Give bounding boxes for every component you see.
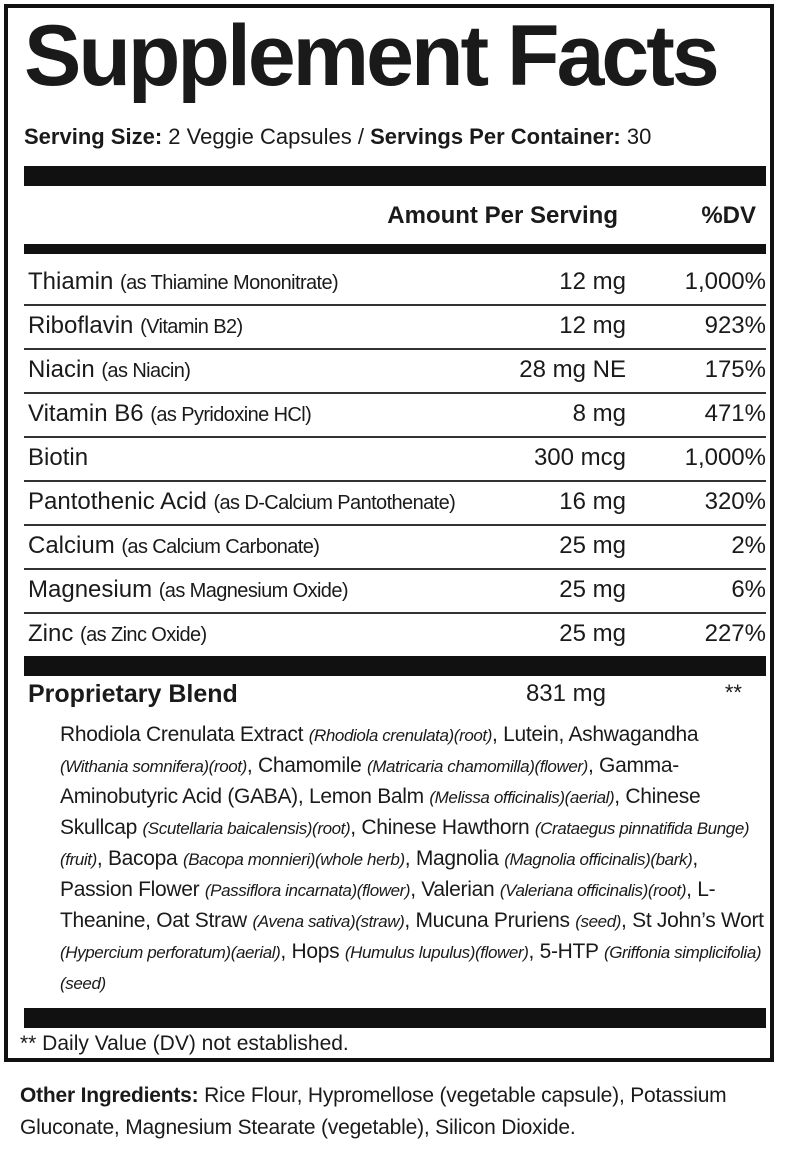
servings-per-container-value: 30 <box>626 124 652 149</box>
blend-ingredient-name: Gamma-Aminobutyric Acid (GABA) <box>60 754 679 808</box>
nutrient-source: (as Magnesium Oxide) <box>158 580 348 602</box>
blend-ingredient-source: (Crataegus pinnatifida Bunge)(fruit) <box>60 819 750 869</box>
nutrient-row <box>24 438 766 482</box>
divider-thick <box>24 1008 766 1028</box>
nutrient-name <box>28 356 190 384</box>
blend-ingredient <box>416 847 693 870</box>
supplement-facts-panel <box>4 4 774 1062</box>
blend-ingredients: Rhodiola Crenulata Extract (Rhodiola crenulata)(root), Lutein, Ashwagandha (Withania somnifera)(root), Chamomile (Matricaria chamomilla)(flower), Gamma-Aminobutyric Acid (GABA), Lemon Balm (Melissa officinalis)(aerial), Chinese Skullcap (Scutellaria baicalensis)(root), Chinese Hawthorn (Crataegus pinnatifida Bunge)(fruit), Bacopa (Bacopa monnieri)(whole herb), Magnolia (Magnolia officinalis)(bark), Passion Flower (Passiflora incarnata)(flower), Valerian (Valeriana officinalis)(root), L-Theanine, Oat Straw (Avena sativa)(straw), Mucuna Pruriens (seed), St John’s Wort (Hypercium perforatum)(aerial), Hops (Humulus lupulus)(flower), 5-HTP (Griffonia simplicifolia)(seed) <box>60 723 764 993</box>
nutrient-name-text: Biotin <box>28 444 89 471</box>
nutrient-row <box>24 262 766 306</box>
divider-medium <box>24 244 766 254</box>
amount-column-header: Amount Per Serving <box>387 202 618 229</box>
blend-ingredient <box>108 847 405 870</box>
nutrient-amount: 12 mg <box>559 312 626 339</box>
nutrient-dv: 1,000% <box>684 444 766 471</box>
nutrient-name-text: Zinc <box>28 620 74 647</box>
blend-ingredient-name: Mucuna Pruriens <box>415 909 570 932</box>
blend-ingredient-source: (Magnolia officinalis)(bark) <box>504 850 693 869</box>
blend-ingredient-name: St John’s Wort <box>632 909 764 932</box>
blend-ingredient-source: (Matricaria chamomilla)(flower) <box>367 757 588 776</box>
blend-ingredient-source: (Scutellaria baicalensis)(root) <box>142 819 351 838</box>
nutrient-name <box>28 312 243 340</box>
nutrient-name <box>28 444 88 472</box>
blend-ingredient-source: (Avena sativa)(straw) <box>252 912 405 931</box>
blend-ingredient <box>156 909 404 932</box>
nutrient-name <box>28 532 319 560</box>
divider-thick <box>24 166 766 186</box>
serving-info <box>24 124 651 150</box>
nutrient-name-text: Pantothenic Acid <box>28 488 207 515</box>
blend-ingredient-name: Lutein <box>503 723 559 746</box>
blend-ingredient-source: (Withania somnifera)(root) <box>60 757 247 776</box>
nutrient-row <box>24 526 766 570</box>
nutrient-amount: 28 mg NE <box>519 356 626 383</box>
blend-ingredient <box>60 723 492 746</box>
nutrient-row <box>24 614 766 658</box>
blend-ingredient-source: (Hypercium perforatum)(aerial) <box>60 943 281 962</box>
blend-ingredient-source: (Melissa officinalis)(aerial) <box>429 788 615 807</box>
servings-per-container-label: Servings Per Container: <box>370 124 621 149</box>
blend-ingredient <box>415 909 621 932</box>
nutrient-dv: 175% <box>704 356 766 383</box>
nutrient-row <box>24 394 766 438</box>
nutrient-dv: 320% <box>704 488 766 515</box>
blend-dv: ** <box>724 680 742 705</box>
nutrient-name-text: Vitamin B6 <box>28 400 144 427</box>
nutrient-source: (as Thiamine Mononitrate) <box>120 272 339 294</box>
nutrient-dv: 2% <box>731 532 766 559</box>
blend-ingredient <box>309 785 614 808</box>
blend-ingredient-name: Ashwagandha <box>568 723 699 746</box>
nutrient-source: (Vitamin B2) <box>140 316 243 338</box>
serving-size-label: Serving Size: <box>24 124 163 149</box>
nutrient-amount: 8 mg <box>572 400 626 427</box>
dv-footnote: ** Daily Value (DV) not established. <box>20 1032 349 1055</box>
blend-ingredient-source: (Humulus lupulus)(flower) <box>344 943 529 962</box>
nutrient-table <box>24 262 766 658</box>
nutrient-amount: 25 mg <box>559 576 626 603</box>
nutrient-name-text: Magnesium <box>28 576 153 603</box>
blend-ingredient-name: Magnolia <box>415 847 499 870</box>
blend-name: Proprietary Blend <box>28 680 238 708</box>
nutrient-name-text: Thiamin <box>28 268 114 295</box>
nutrient-name-text: Riboflavin <box>28 312 134 339</box>
nutrient-dv: 6% <box>731 576 766 603</box>
blend-ingredient-name: Bacopa <box>107 847 178 870</box>
nutrient-name <box>28 488 455 516</box>
nutrient-name <box>28 268 338 296</box>
blend-ingredient-name: Oat Straw <box>156 909 247 932</box>
nutrient-name-text: Calcium <box>28 532 115 559</box>
blend-ingredient-name: 5-HTP <box>539 940 599 963</box>
other-ingredients <box>20 1080 786 1144</box>
serving-separator: / <box>357 124 364 149</box>
nutrient-dv: 923% <box>704 312 766 339</box>
blend-ingredient-name: Passion Flower <box>60 878 200 901</box>
nutrient-amount: 25 mg <box>559 532 626 559</box>
dv-column-header: %DV <box>701 202 756 229</box>
nutrient-source: (as D-Calcium Pantothenate) <box>213 492 456 514</box>
other-ingredients-label: Other Ingredients: <box>20 1084 199 1107</box>
blend-ingredient <box>503 723 558 746</box>
blend-ingredient-name: Chinese Skullcap <box>60 785 701 839</box>
nutrient-source: (as Niacin) <box>101 360 191 382</box>
divider-thick <box>24 656 766 676</box>
nutrient-row <box>24 350 766 394</box>
other-ingredients-text: Rice Flour, Hypromellose (vegetable capsule), Potassium Gluconate, Magnesium Stearate (vegetable), Silicon Dioxide. <box>20 1084 727 1139</box>
blend-ingredient <box>258 754 588 777</box>
nutrient-row <box>24 482 766 526</box>
blend-ingredient-name: Chinese Hawthorn <box>361 816 530 839</box>
blend-ingredient-source: (Passiflora incarnata)(flower) <box>204 881 411 900</box>
serving-size-value: 2 Veggie Capsules <box>168 124 352 149</box>
nutrient-name <box>28 576 348 604</box>
nutrient-row <box>24 306 766 350</box>
nutrient-amount: 12 mg <box>559 268 626 295</box>
nutrient-amount: 16 mg <box>559 488 626 515</box>
blend-ingredient-source: (Griffonia simplicifolia)(seed) <box>60 943 762 993</box>
nutrient-amount: 300 mcg <box>533 444 626 471</box>
blend-ingredient-name: Valerian <box>421 878 495 901</box>
blend-ingredient-source: (Rhodiola crenulata)(root) <box>308 726 493 745</box>
blend-ingredient-name: Rhodiola Crenulata Extract <box>60 723 304 746</box>
nutrient-name-text: Niacin <box>28 356 95 383</box>
blend-ingredient-name: L-Theanine <box>60 878 716 932</box>
blend-ingredient-source: (seed) <box>575 912 622 931</box>
blend-ingredient-name: Lemon Balm <box>308 785 424 808</box>
blend-ingredient-name: Hops <box>291 940 340 963</box>
nutrient-source: (as Pyridoxine HCl) <box>150 404 312 426</box>
nutrient-dv: 1,000% <box>684 268 766 295</box>
blend-ingredient-name: Chamomile <box>257 754 362 777</box>
blend-ingredient-source: (Valeriana officinalis)(root) <box>499 881 687 900</box>
nutrient-name <box>28 620 207 648</box>
panel-title: Supplement Facts <box>24 8 717 104</box>
nutrient-source: (as Calcium Carbonate) <box>121 536 320 558</box>
nutrient-source: (as Zinc Oxide) <box>80 624 207 646</box>
blend-ingredient <box>291 940 528 963</box>
blend-ingredient <box>421 878 686 901</box>
blend-ingredient <box>60 878 410 901</box>
nutrient-dv: 227% <box>704 620 766 647</box>
nutrient-name <box>28 400 311 428</box>
blend-ingredient-source: (Bacopa monnieri)(whole herb) <box>182 850 405 869</box>
blend-amount: 831 mg <box>525 680 606 707</box>
nutrient-amount: 25 mg <box>559 620 626 647</box>
nutrient-row <box>24 570 766 614</box>
nutrient-dv: 471% <box>704 400 766 427</box>
